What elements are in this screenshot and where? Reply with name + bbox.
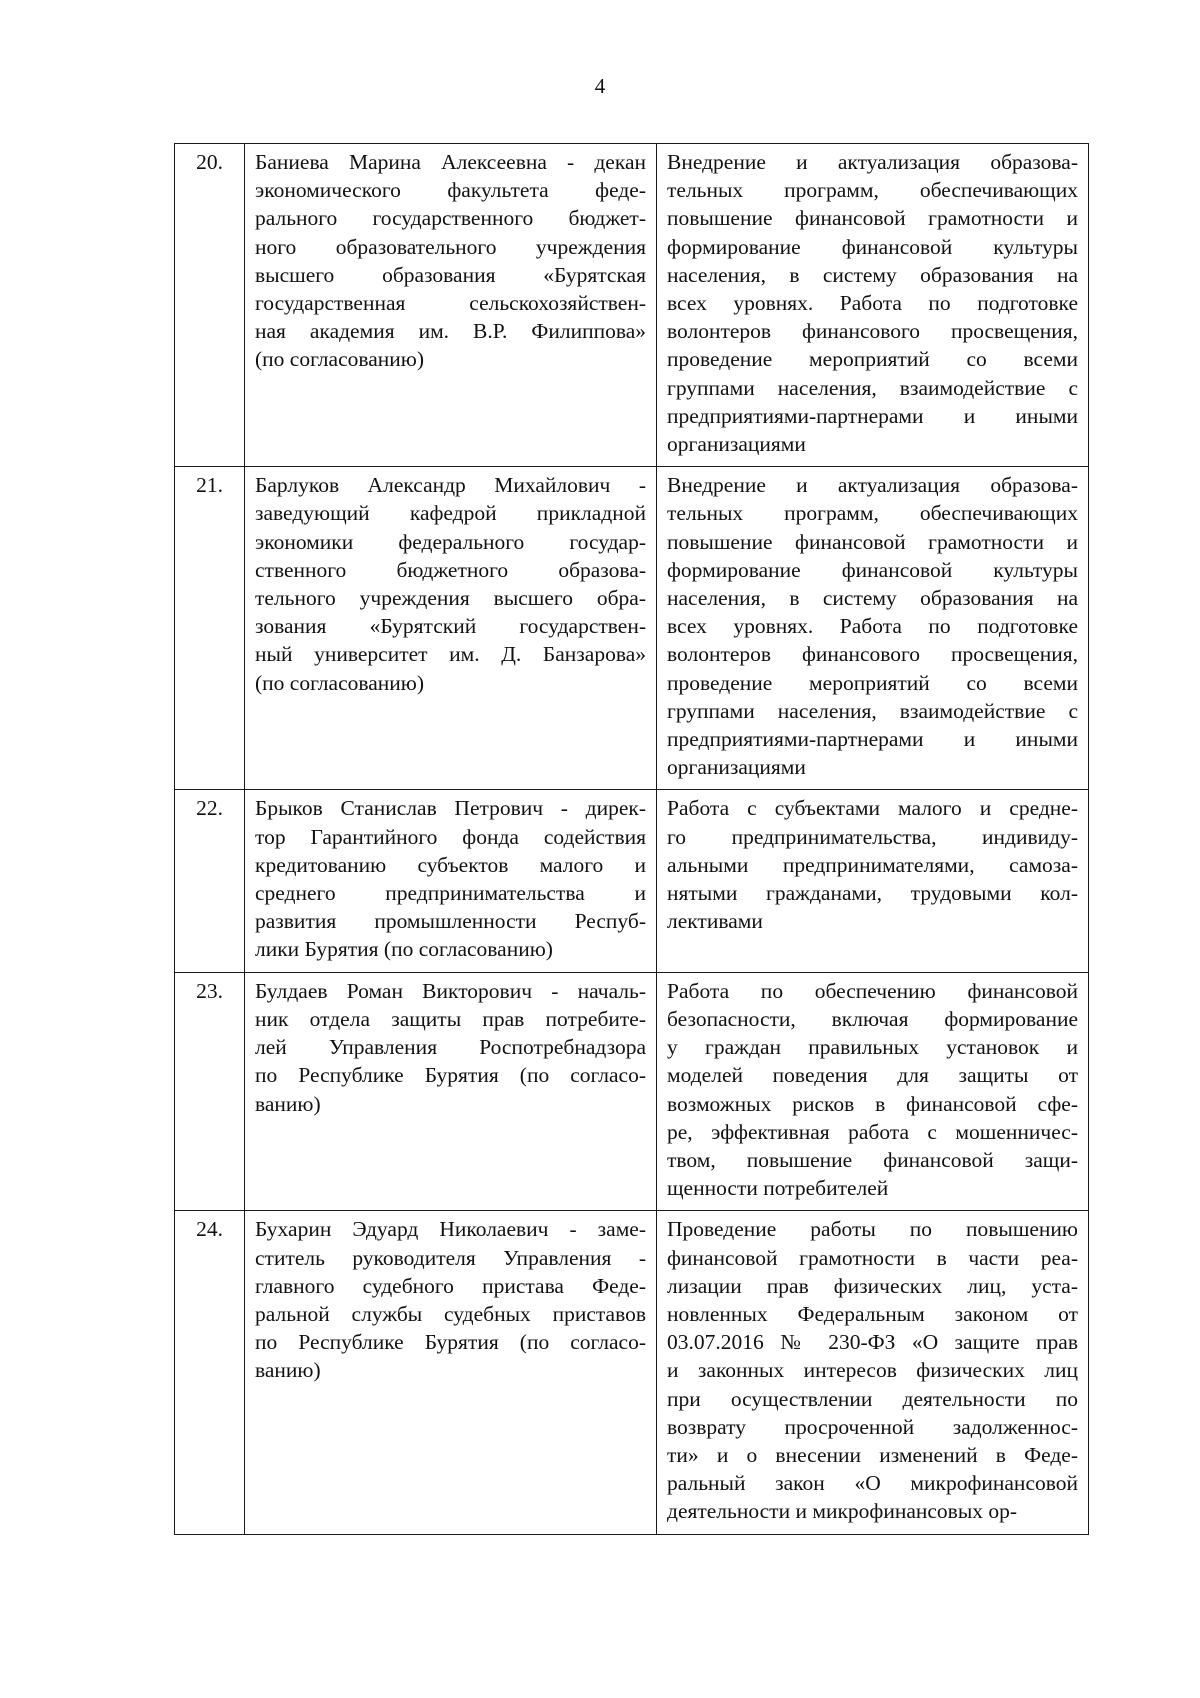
member-functions [657,144,1089,467]
table-row [175,1211,1089,1534]
member-name-position-line: ральной службы судебных приставов [255,1301,646,1326]
member-name-position-line: ванию) [255,1091,321,1116]
member-functions-line: организациями [667,432,806,457]
member-functions-line: финансовой грамотности в части реа- [667,1245,1078,1270]
member-name-position-line: Бухарин Эдуард Николаевич - заме- [255,1217,646,1242]
member-name-position-line: ная академия им. В.Р. Филиппова» [255,319,646,344]
member-functions-line: ти» и о внесении изменений в Феде- [667,1442,1078,1467]
member-name-position-line: кредитованию субъектов малого и [255,852,646,877]
row-number: 20. [175,144,245,467]
member-functions-line: возврату просроченной задолженнос- [667,1414,1078,1439]
member-functions-line: лективами [667,909,763,934]
member-name-position-line: (по согласованию) [255,670,425,695]
member-functions-line: населения, в систему образования на [667,262,1078,287]
member-name-position-line: лей Управления Роспотребнадзора [255,1035,646,1060]
member-functions-line: всех уровнях. Работа по подготовке [667,614,1078,639]
member-functions-line: формирование финансовой культуры [667,234,1078,259]
member-functions-line: деятельности и микрофинансовых ор- [667,1499,1018,1524]
member-functions-line: ре, эффективная работа с мошенничес- [667,1119,1078,1144]
member-name-position-line: заведующий кафедрой прикладной [255,501,646,526]
member-name-position-line: ственного бюджетного образова- [255,557,646,582]
members-table [174,143,1089,1535]
member-functions-line: ральный закон «О микрофинансовой [667,1471,1078,1496]
member-name-position-line: тельного учреждения высшего обра- [255,586,646,611]
member-functions-line: предприятиями-партнерами и иными [667,403,1078,428]
page-number: 4 [594,74,606,98]
member-name-position-line: по Республике Бурятия (по согласо- [255,1330,646,1355]
member-name-position [245,790,657,972]
member-name-position-line: экономики федерального государ- [255,529,646,554]
member-functions-line: формирование финансовой культуры [667,557,1078,582]
row-number: 21. [175,467,245,790]
table-row [175,790,1089,972]
member-functions [657,790,1089,972]
member-name-position-line: Брыков Станислав Петрович - дирек- [255,796,646,821]
member-functions-line: Внедрение и актуализация образова- [667,473,1078,498]
member-functions-line: предприятиями-партнерами и иными [667,727,1078,752]
member-functions-line: Работа с субъектами малого и средне- [667,796,1078,821]
member-functions-line: группами населения, взаимодействие с [667,698,1078,723]
member-functions-line: моделей поведения для защиты от [667,1063,1078,1088]
member-functions-line: 03.07.2016 № 230-ФЗ «О защите прав [667,1330,1078,1355]
member-name-position-line: Баниева Марина Алексеевна - декан [255,150,646,174]
member-functions-line: и законных интересов физических лиц [667,1358,1078,1383]
member-name-position-line: ный университет им. Д. Банзарова» [255,642,646,667]
row-number: 23. [175,972,245,1211]
member-name-position [245,144,657,467]
member-functions-line: Внедрение и актуализация образова- [667,150,1078,174]
table-row [175,972,1089,1211]
member-name-position [245,972,657,1211]
member-functions [657,1211,1089,1534]
member-functions-line: альными предпринимателями, самоза- [667,852,1078,877]
member-name-position-line: ститель руководителя Управления - [255,1245,646,1270]
member-functions-line: организациями [667,755,806,780]
member-name-position-line: ванию) [255,1358,321,1383]
member-functions-line: населения, в систему образования на [667,586,1078,611]
member-functions-line: новленных Федеральным законом от [667,1301,1078,1326]
member-functions-line: безопасности, включая формирование [667,1006,1078,1031]
member-functions-line: волонтеров финансового просвещения, [667,642,1078,667]
member-name-position-line: зования «Бурятский государствен- [255,614,646,639]
member-functions [657,972,1089,1211]
member-functions-line: проведение мероприятий со всеми [667,670,1078,695]
member-name-position [245,467,657,790]
member-name-position-line: развития промышленности Респуб- [255,909,646,934]
member-functions-line: при осуществлении деятельности по [667,1386,1078,1411]
member-functions-line: повышение финансовой грамотности и [667,529,1078,554]
member-functions-line: лизации прав физических лиц, уста- [667,1273,1078,1298]
member-functions-line: волонтеров финансового просвещения, [667,319,1078,344]
member-name-position-line: главного судебного пристава Феде- [255,1273,646,1298]
member-functions-line: повышение финансовой грамотности и [667,206,1078,231]
member-name-position-line: высшего образования «Бурятская [255,262,646,287]
table-row [175,144,1089,467]
member-name-position-line: рального государственного бюджет- [255,206,646,231]
member-name-position-line: Барлуков Александр Михайлович - [255,473,646,498]
member-name-position-line: экономического факультета феде- [255,178,646,203]
row-number: 24. [175,1211,245,1534]
member-functions-line: проведение мероприятий со всеми [667,347,1078,372]
member-functions [657,467,1089,790]
member-name-position-line: лики Бурятия (по согласованию) [255,937,553,962]
member-name-position-line: ного образовательного учреждения [255,234,646,259]
member-name-position-line: государственная сельскохозяйствен- [255,291,646,316]
member-name-position-line: по Республике Бурятия (по согласо- [255,1063,646,1088]
member-functions-line: нятыми гражданами, трудовыми кол- [667,881,1078,906]
member-functions-line: го предпринимательства, индивиду- [667,824,1078,849]
member-functions-line: Проведение работы по повышению [667,1217,1078,1242]
member-functions-line: тельных программ, обеспечивающих [667,178,1078,203]
member-functions-line: возможных рисков в финансовой сфе- [667,1091,1078,1116]
member-functions-line: всех уровнях. Работа по подготовке [667,291,1078,316]
member-name-position-line: тор Гарантийного фонда содействия [255,824,646,849]
member-name-position-line: (по согласованию) [255,347,425,372]
member-name-position [245,1211,657,1534]
member-name-position-line: Булдаев Роман Викторович - началь- [255,978,646,1003]
member-functions-line: тельных программ, обеспечивающих [667,501,1078,526]
member-functions-line: твом, повышение финансовой защи- [667,1147,1078,1172]
table-row [175,467,1089,790]
member-functions-line: Работа по обеспечению финансовой [667,978,1078,1003]
member-functions-line: группами населения, взаимодействие с [667,375,1078,400]
row-number: 22. [175,790,245,972]
member-name-position-line: среднего предпринимательства и [255,881,646,906]
member-functions-line: щенности потребителей [667,1176,889,1201]
member-name-position-line: ник отдела защиты прав потребите- [255,1006,646,1031]
member-functions-line: у граждан правильных установок и [667,1035,1078,1060]
